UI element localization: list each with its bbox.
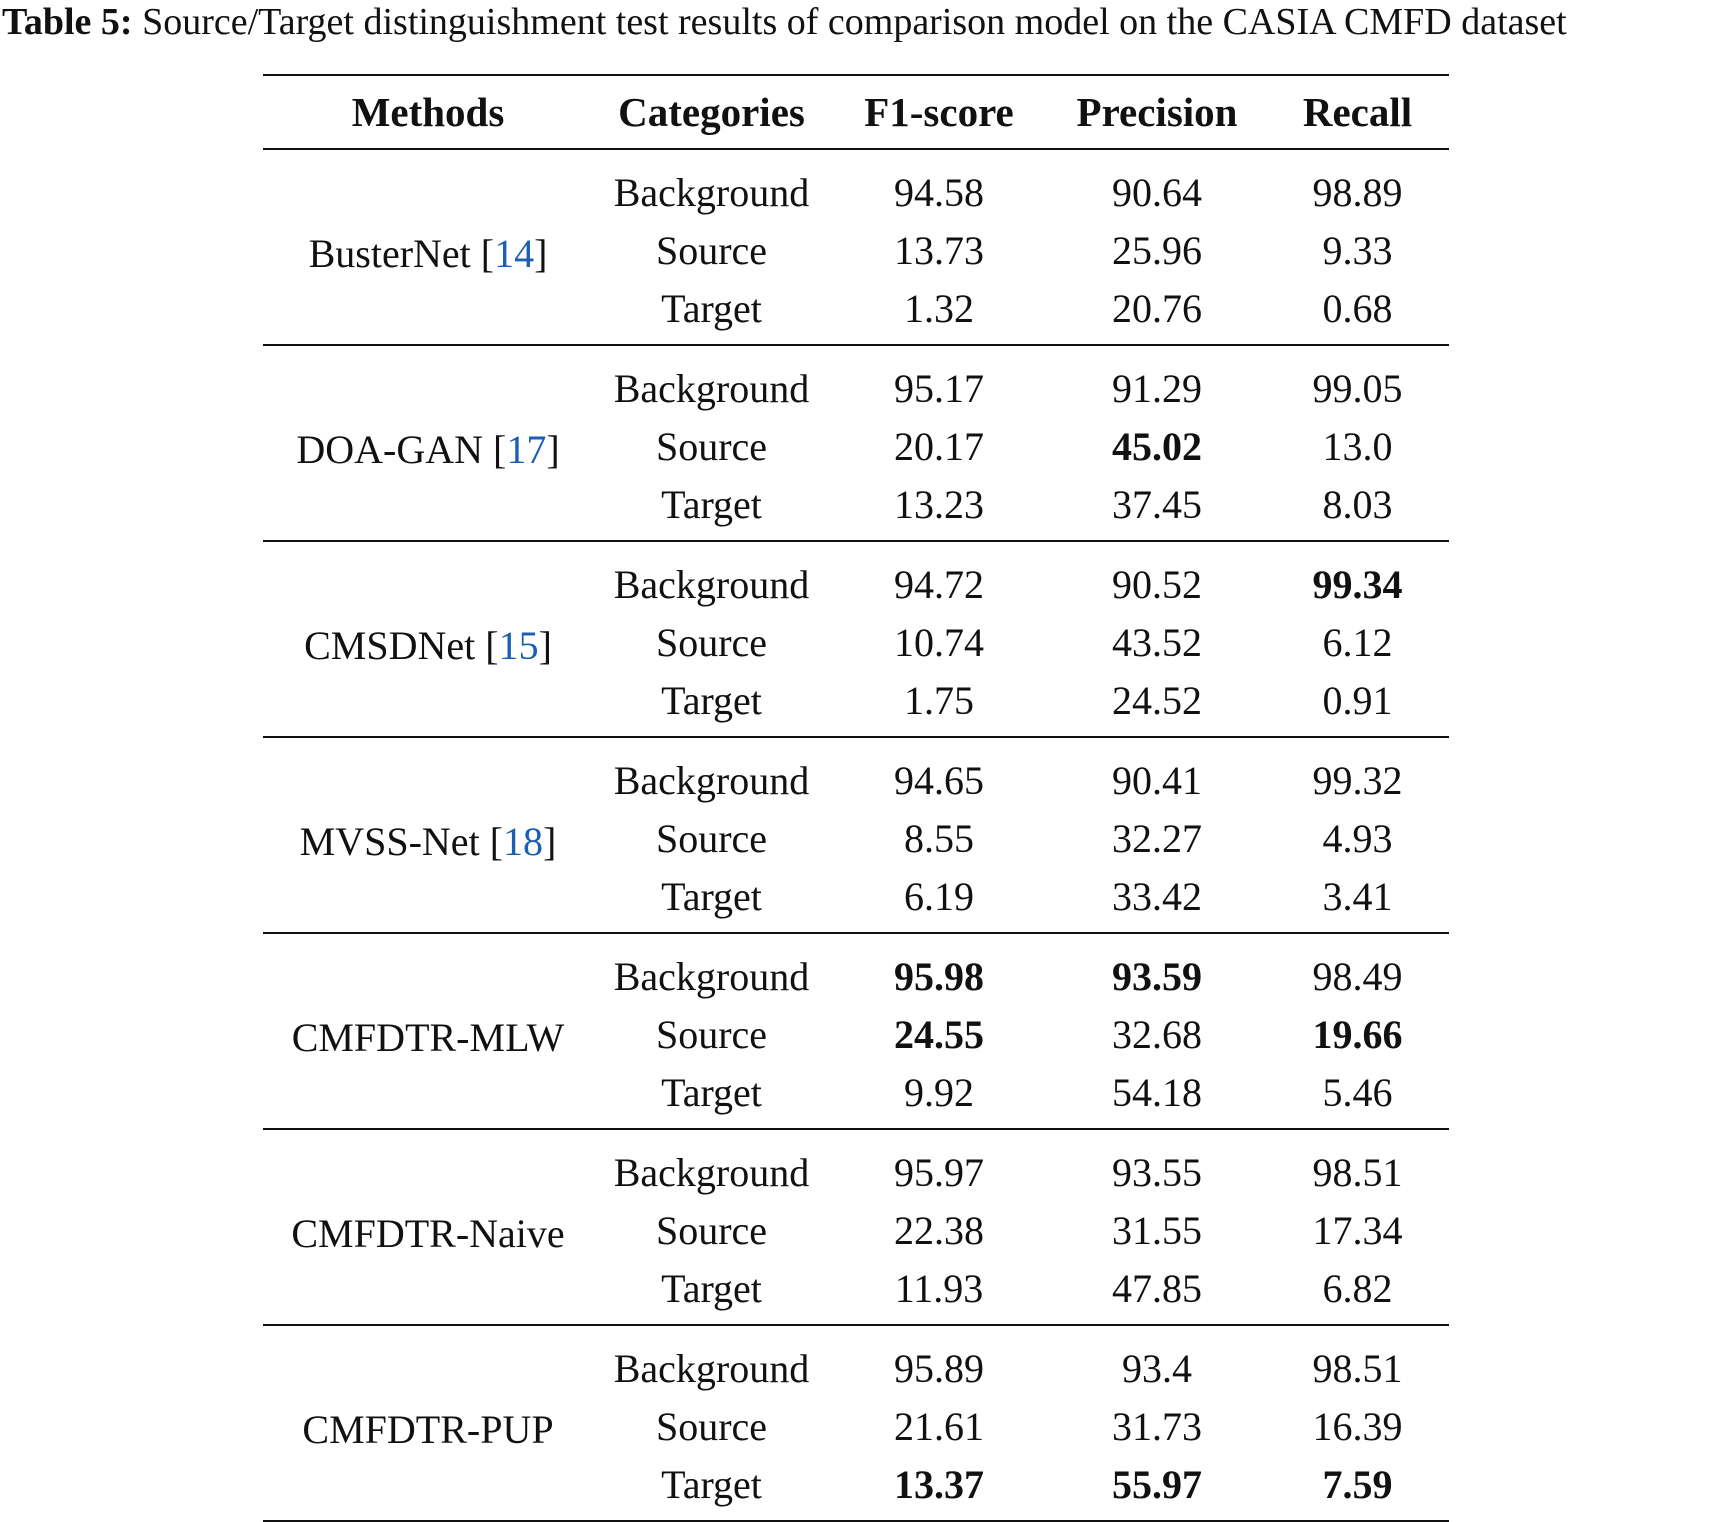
precision-cell: 25.96 bbox=[1112, 228, 1202, 273]
citation-link[interactable]: 18 bbox=[503, 819, 544, 864]
f1-score-cell: 95.98 bbox=[894, 954, 984, 999]
caption-text: Source/Target distinguishment test results of comparison model on the CASIA CMFD dataset bbox=[142, 1, 1567, 43]
f1-score-cell: 94.58 bbox=[894, 170, 984, 215]
f1-score-cell: 1.32 bbox=[904, 286, 974, 331]
table-row bbox=[263, 1129, 1449, 1202]
header-f1-score: F1-score bbox=[830, 75, 1048, 149]
category-cell: Target bbox=[661, 1266, 762, 1311]
precision-cell: 32.27 bbox=[1112, 816, 1202, 861]
header-precision: Precision bbox=[1048, 75, 1266, 149]
table-row bbox=[263, 1325, 1449, 1398]
category-cell: Background bbox=[613, 758, 810, 803]
f1-score-cell: 13.37 bbox=[894, 1462, 984, 1507]
precision-cell: 24.52 bbox=[1112, 678, 1202, 723]
method-name: CMFDTR-Naive bbox=[291, 1211, 565, 1256]
category-cell: Source bbox=[655, 1404, 768, 1449]
recall-cell: 0.91 bbox=[1322, 678, 1393, 723]
method-name: BusterNet bbox=[308, 231, 471, 276]
precision-cell: 93.59 bbox=[1112, 954, 1202, 999]
recall-cell: 0.68 bbox=[1322, 286, 1393, 331]
table-row bbox=[263, 149, 1449, 222]
header-categories: Categories bbox=[593, 75, 830, 149]
f1-score-cell: 13.23 bbox=[894, 482, 984, 527]
table-row bbox=[263, 737, 1449, 810]
precision-cell: 32.68 bbox=[1112, 1012, 1202, 1057]
category-cell: Background bbox=[613, 1346, 810, 1391]
precision-cell: 45.02 bbox=[1112, 424, 1202, 469]
method-name: MVSS-Net bbox=[299, 819, 480, 864]
category-cell: Background bbox=[613, 562, 810, 607]
precision-cell: 90.52 bbox=[1112, 562, 1202, 607]
recall-cell: 17.34 bbox=[1312, 1208, 1403, 1253]
category-cell: Target bbox=[661, 678, 762, 723]
recall-cell: 6.12 bbox=[1322, 620, 1393, 665]
method-group bbox=[263, 1129, 1449, 1325]
category-cell: Source bbox=[655, 424, 768, 469]
method-group bbox=[263, 1325, 1449, 1521]
f1-score-cell: 9.92 bbox=[904, 1070, 974, 1115]
recall-cell: 99.34 bbox=[1312, 562, 1403, 607]
category-cell: Background bbox=[613, 170, 810, 215]
category-cell: Source bbox=[655, 1208, 768, 1253]
precision-cell: 31.55 bbox=[1112, 1208, 1202, 1253]
method-group bbox=[263, 149, 1449, 345]
category-cell: Background bbox=[613, 366, 810, 411]
method-cell: DOA-GAN [17] bbox=[296, 427, 560, 472]
precision-cell: 91.29 bbox=[1112, 366, 1202, 411]
precision-cell: 37.45 bbox=[1112, 482, 1202, 527]
precision-cell: 55.97 bbox=[1112, 1462, 1202, 1507]
results-table-container bbox=[263, 74, 1449, 1522]
f1-score-cell: 22.38 bbox=[894, 1208, 984, 1253]
method-group bbox=[263, 737, 1449, 933]
table-row bbox=[263, 933, 1449, 1006]
method-group bbox=[263, 541, 1449, 737]
category-cell: Target bbox=[661, 1070, 762, 1115]
method-cell: BusterNet [14] bbox=[308, 231, 548, 276]
recall-cell: 4.93 bbox=[1322, 816, 1393, 861]
category-cell: Background bbox=[613, 1150, 810, 1195]
citation-link[interactable]: 15 bbox=[498, 623, 539, 668]
method-group bbox=[263, 933, 1449, 1129]
table-header bbox=[263, 75, 1449, 149]
recall-cell: 99.32 bbox=[1312, 758, 1403, 803]
category-cell: Source bbox=[655, 816, 768, 861]
recall-cell: 99.05 bbox=[1312, 366, 1403, 411]
method-cell bbox=[263, 933, 593, 1129]
method-cell: CMSDNet [15] bbox=[304, 623, 552, 668]
recall-cell: 98.89 bbox=[1312, 170, 1403, 215]
f1-score-cell: 11.93 bbox=[894, 1266, 984, 1311]
category-cell: Target bbox=[661, 1462, 762, 1507]
precision-cell: 20.76 bbox=[1112, 286, 1202, 331]
precision-cell: 93.4 bbox=[1122, 1346, 1192, 1391]
category-cell: Target bbox=[661, 874, 762, 919]
method-name: CMFDTR-MLW bbox=[291, 1015, 565, 1060]
recall-cell: 98.51 bbox=[1312, 1346, 1403, 1391]
header-methods: Methods bbox=[263, 75, 593, 149]
citation-link[interactable]: 17 bbox=[506, 427, 547, 472]
recall-cell: 5.46 bbox=[1322, 1070, 1393, 1115]
category-cell: Source bbox=[655, 228, 768, 273]
method-cell bbox=[263, 1129, 593, 1325]
f1-score-cell: 94.72 bbox=[894, 562, 984, 607]
caption-label: Table 5: bbox=[2, 1, 133, 43]
f1-score-cell: 20.17 bbox=[894, 424, 984, 469]
method-name: CMSDNet bbox=[304, 623, 476, 668]
f1-score-cell: 95.89 bbox=[894, 1346, 984, 1391]
recall-cell: 98.51 bbox=[1312, 1150, 1403, 1195]
method-group bbox=[263, 345, 1449, 541]
f1-score-cell: 13.73 bbox=[894, 228, 984, 273]
recall-cell: 16.39 bbox=[1312, 1404, 1403, 1449]
recall-cell: 8.03 bbox=[1322, 482, 1393, 527]
precision-cell: 47.85 bbox=[1112, 1266, 1202, 1311]
precision-cell: 93.55 bbox=[1112, 1150, 1202, 1195]
recall-cell: 13.0 bbox=[1322, 424, 1393, 469]
precision-cell: 54.18 bbox=[1112, 1070, 1202, 1115]
table-caption bbox=[2, 0, 1710, 44]
category-cell: Source bbox=[655, 620, 768, 665]
recall-cell: 9.33 bbox=[1322, 228, 1393, 273]
category-cell: Background bbox=[613, 954, 810, 999]
recall-cell: 3.41 bbox=[1322, 874, 1393, 919]
f1-score-cell: 24.55 bbox=[894, 1012, 984, 1057]
f1-score-cell: 1.75 bbox=[904, 678, 974, 723]
precision-cell: 90.64 bbox=[1112, 170, 1202, 215]
method-name: DOA-GAN bbox=[296, 427, 483, 472]
precision-cell: 43.52 bbox=[1112, 620, 1202, 665]
table-row bbox=[263, 345, 1449, 418]
category-cell: Source bbox=[655, 1012, 768, 1057]
category-cell: Target bbox=[661, 286, 762, 331]
f1-score-cell: 95.97 bbox=[894, 1150, 984, 1195]
table-row bbox=[263, 541, 1449, 614]
precision-cell: 90.41 bbox=[1112, 758, 1202, 803]
header-row bbox=[263, 75, 1449, 149]
precision-cell: 33.42 bbox=[1112, 874, 1202, 919]
recall-cell: 19.66 bbox=[1312, 1012, 1403, 1057]
category-cell: Target bbox=[661, 482, 762, 527]
method-cell: MVSS-Net [18] bbox=[299, 819, 557, 864]
citation-link[interactable]: 14 bbox=[494, 231, 535, 276]
f1-score-cell: 95.17 bbox=[894, 366, 984, 411]
recall-cell: 6.82 bbox=[1322, 1266, 1393, 1311]
f1-score-cell: 10.74 bbox=[894, 620, 984, 665]
f1-score-cell: 21.61 bbox=[894, 1404, 984, 1449]
results-table bbox=[263, 74, 1449, 1522]
method-cell bbox=[263, 1325, 593, 1521]
recall-cell: 7.59 bbox=[1322, 1462, 1393, 1507]
f1-score-cell: 94.65 bbox=[894, 758, 984, 803]
precision-cell: 31.73 bbox=[1112, 1404, 1202, 1449]
f1-score-cell: 8.55 bbox=[904, 816, 974, 861]
f1-score-cell: 6.19 bbox=[904, 874, 974, 919]
recall-cell: 98.49 bbox=[1312, 954, 1403, 999]
method-name: CMFDTR-PUP bbox=[302, 1407, 554, 1452]
header-recall: Recall bbox=[1266, 75, 1449, 149]
